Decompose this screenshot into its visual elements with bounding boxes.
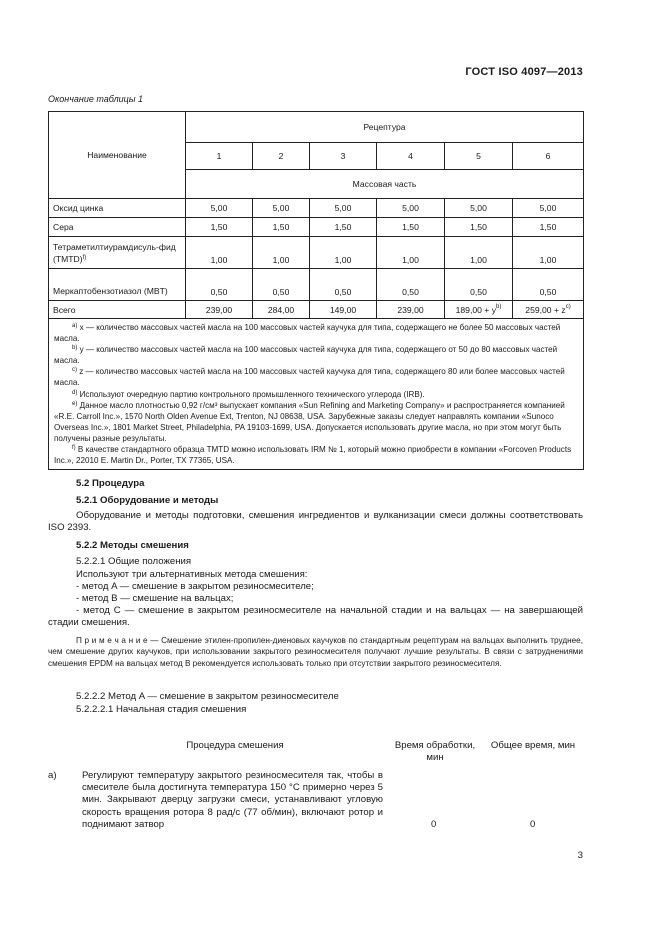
recipe-number: 5 (445, 143, 513, 170)
table-row (49, 199, 584, 218)
cell-value: 0,50 (377, 269, 445, 301)
unit-header: Массовая часть (186, 170, 584, 199)
footnote: $^{c)}$ z — количество массовых частей масла на 100 массовых частей каучука для типа, содержащего 80 или более массовых частей масла. (54, 367, 565, 388)
cell-value: 5,00 (186, 199, 253, 218)
cell-value: 0,50 (310, 269, 377, 301)
cell-value: 5,00 (445, 199, 513, 218)
cell-value: 1,00 (513, 237, 584, 269)
recipe-number: 6 (513, 143, 584, 170)
table-row (49, 269, 584, 301)
cell-value: 1,00 (253, 237, 310, 269)
section-heading: 5.2.1 Оборудование и методы (76, 495, 219, 506)
footnote: $^{e)}$ Данное масло плотностью 0,92 г/см³ выпускает компания «Sun Refining and Marketing Company» и распространяется компанией «R.E. Carroll Inc.», 1570 North Olden Avenue Ext, Trenton, NJ 08638, USA. Зарубежные заказы следует направлять компании «Sunoco Overseas Inc.», 1801 Market Street, Philadelphia, PA 19103-1699, USA. Допускается использовать другие масла, но при этом могут быть получены разные результаты. (54, 400, 565, 443)
document-code: ГОСТ ISO 4097—2013 (465, 66, 583, 78)
cell-value: 1,50 (513, 218, 584, 237)
row-name: Меркаптобензотиазол (MBT) (49, 269, 186, 301)
footnote: $^{a)}$ x — количество массовых частей масла на 100 массовых частей каучука для типа, содержащего не более 50 массовых частей масла. (54, 323, 561, 344)
table-row (49, 301, 584, 319)
list-item: - метод B — смешение на вальцах; (76, 593, 234, 604)
cell-value: 284,00 (253, 301, 310, 319)
subsection-heading: 5.2.2.2.1 Начальная стадия смешения (76, 704, 247, 715)
time-column-header: Время обработки, мин (394, 740, 476, 763)
paragraph: Оборудование и методы подготовки, смешения ингредиентов и вулканизации смеси должны соответствовать ISO 2393. (48, 510, 583, 534)
cell-value: 0,50 (253, 269, 310, 301)
subsection-heading: 5.2.2.1 Общие положения (76, 556, 192, 567)
cell-value: 239,00 (377, 301, 445, 319)
cell-value: 0,50 (513, 269, 584, 301)
cell-value: 0,50 (445, 269, 513, 301)
recipe-table (48, 111, 584, 470)
cell-value: 5,00 (253, 199, 310, 218)
row-name: Всего (49, 301, 186, 319)
section-heading: 5.2 Процедура (76, 478, 145, 489)
cell-value: 5,00 (310, 199, 377, 218)
recipe-number: 3 (310, 143, 377, 170)
cell-value: 5,00 (377, 199, 445, 218)
section-heading: 5.2.2 Методы смешения (76, 540, 189, 551)
table-row (49, 218, 584, 237)
recipe-number: 1 (186, 143, 253, 170)
cell-value: 1,50 (186, 218, 253, 237)
procedure-column-header: Процедура смешения (186, 740, 284, 751)
step-total-time: 0 (530, 819, 536, 830)
cell-value: 1,50 (310, 218, 377, 237)
footnote: $^{f)}$ В качестве стандартного образца TMTD можно использовать IRM № 1, который можно приобрести в компании «Forcoven Products Inc.», 22010 E. Martin Dr., Porter, TX 77365, USA. (54, 445, 572, 466)
cell-value: 1,00 (377, 237, 445, 269)
recipe-number: 2 (253, 143, 310, 170)
recipe-header: Рецептура (186, 112, 584, 143)
list-item: - метод C — смешение в закрытом резиносмесителе на начальной стадии и на вальцах — на завершающей стадии смешения. (48, 605, 583, 629)
row-name: Оксид цинка (49, 199, 186, 218)
step-description: Регулируют температуру закрытого резиносмесителя так, чтобы в смесителе была достигнута температура 150 °С примерно через 5 мин. Закрывают дверцу загрузки смеси, устанавливают угловую скорость вращения ротора 8 рад/с (77 об/мин), включают ротор и поднимают затвор (82, 770, 383, 830)
table-row (49, 237, 584, 269)
text-line: Используют три альтернативных метода смешения: (76, 569, 308, 580)
cell-value: $189,00 + y^{b)}$ (445, 301, 513, 319)
footnote: $^{d)}$ Используют очередную партию контрольного промышленного технического углерода (IRB). (72, 389, 425, 399)
table-caption: Окончание таблицы 1 (48, 94, 143, 104)
cell-value: 1,00 (310, 237, 377, 269)
row-name: Сера (49, 218, 186, 237)
cell-value: 149,00 (310, 301, 377, 319)
step-label: a) (48, 770, 57, 781)
cell-value: 1,50 (253, 218, 310, 237)
step-time: 0 (431, 819, 437, 830)
row-name: Тетраметилтиурамдисуль-фид (TMTD)$^{f)}$ (49, 237, 186, 269)
recipe-number: 4 (377, 143, 445, 170)
footnote: $^{b)}$ y — количество массовых частей масла на 100 массовых частей каучука для типа, содержащего от 50 до 80 массовых частей масла. (54, 345, 558, 366)
cell-value: 1,50 (377, 218, 445, 237)
cell-value: 5,00 (513, 199, 584, 218)
cell-value: 1,00 (445, 237, 513, 269)
table-footnotes (49, 319, 584, 470)
name-header: Наименование (49, 112, 186, 199)
list-item: - метод A — смешение в закрытом резиносмесителе; (76, 581, 314, 592)
cell-value: $259,00 + z^{c)}$ (513, 301, 584, 319)
note-paragraph: П р и м е ч а н и е — Смешение этилен-пропилен-диеновых каучуков по стандартным рецептурам на вальцах выполнить труднее, чем смешение других каучуков, при использовании закрытого резиносмесителя получают лучшие результаты. В связи с затруднениями смешения EPDM на вальцах метод B рекомендуется использовать только при отсутствии закрытого резиносмесителя. (48, 636, 583, 668)
cell-value: 1,00 (186, 237, 253, 269)
cell-value: 239,00 (186, 301, 253, 319)
cell-value: 1,50 (445, 218, 513, 237)
total-time-column-header: Общее время, мин (490, 740, 576, 751)
cell-value: 0,50 (186, 269, 253, 301)
page-number: 3 (577, 850, 583, 861)
subsection-heading: 5.2.2.2 Метод A — смешение в закрытом резиносмесителе (76, 691, 339, 702)
